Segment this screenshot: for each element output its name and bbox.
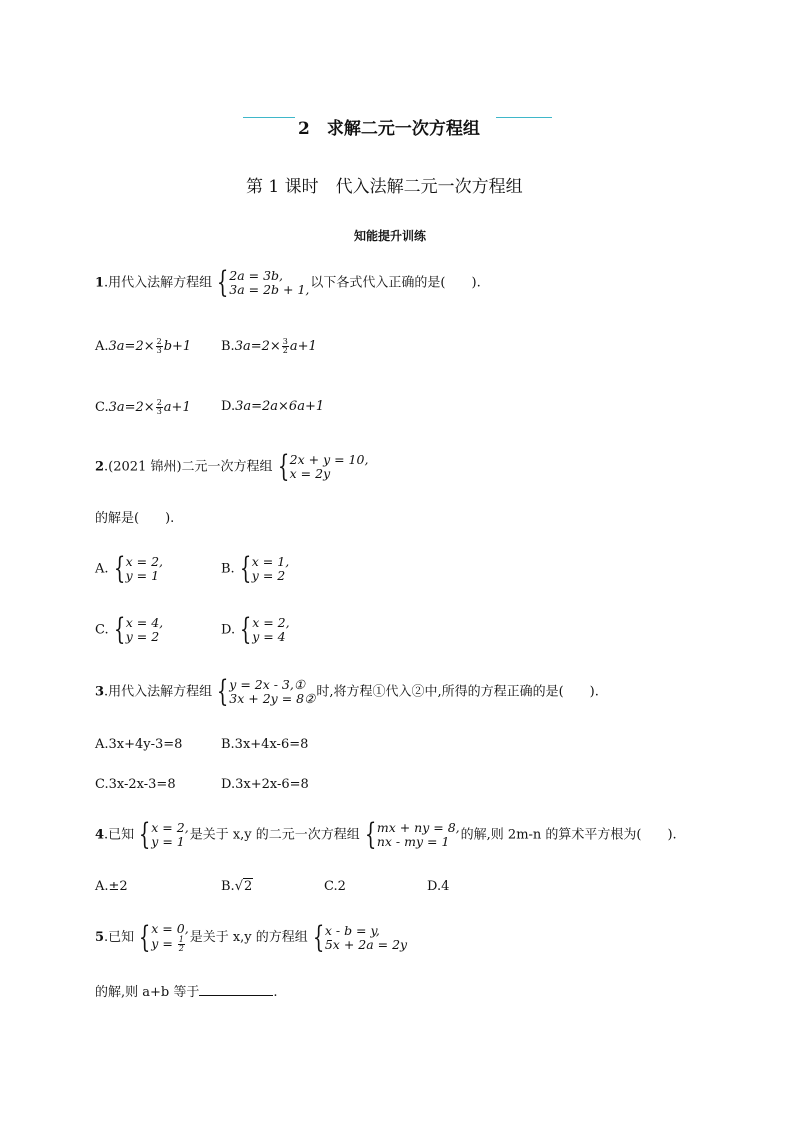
question-5-tail-text: 的解,则 a+b 等于 — [95, 985, 200, 1000]
q3-option-d[interactable]: D.3x+2x-6=8 — [221, 777, 309, 792]
option-text: 3a=2× — [234, 339, 281, 354]
question-2 — [95, 449, 369, 484]
option-text: 3a=2a×6a+1 — [235, 399, 325, 414]
fraction: $\frac{1}{2}$ — [178, 935, 184, 953]
question-1-number: 1 — [95, 275, 105, 291]
q1-option-b[interactable] — [221, 338, 317, 355]
question-4-tail: 的解,则 2m-n 的算术平方根为( ). — [460, 827, 677, 843]
option-label: B. — [221, 879, 235, 894]
q1-option-a[interactable] — [95, 338, 191, 355]
fraction: $\frac{2}{3}$ — [156, 398, 162, 416]
question-4-number: 4 — [95, 827, 105, 843]
q2-option-b[interactable] — [221, 551, 290, 586]
q2-option-a[interactable] — [95, 551, 164, 586]
question-5 — [95, 919, 408, 955]
question-5-system: { x - b = y, 5x + 2a = 2y — [312, 919, 408, 955]
question-5-end: . — [273, 985, 278, 1000]
system-row: 2x + y = 10, — [289, 452, 369, 467]
q1-option-d[interactable] — [221, 399, 324, 415]
option-label: B. — [221, 339, 235, 354]
q4-option-c[interactable]: C.2 — [324, 879, 346, 894]
option-system: { x = 2, y = 4 — [239, 612, 290, 647]
q3-option-a[interactable]: A.3x+4y-3=8 — [95, 737, 183, 752]
q1-option-c[interactable] — [95, 399, 191, 416]
system-row: y = 2x - 3,① — [229, 677, 306, 692]
title-rule-left — [243, 117, 295, 118]
option-system: { x = 2, y = 1 — [113, 551, 164, 586]
question-4-system: { mx + ny = 8, nx - my = 1 — [364, 817, 460, 852]
option-label: D. — [221, 399, 236, 414]
option-system: { x = 1, y = 2 — [239, 551, 290, 586]
question-2-stem: .(2021 锦州)二元一次方程组 — [104, 459, 273, 475]
q3-option-c[interactable]: C.3x-2x-3=8 — [95, 777, 176, 792]
question-3-tail: 时,将方程①代入②中,所得的方程正确的是( ). — [316, 684, 599, 700]
system-row: 3x + 2y = 8② — [229, 691, 316, 706]
q3-option-b[interactable]: B.3x+4x-6=8 — [221, 737, 309, 752]
question-5-stem: .已知 — [104, 930, 135, 945]
sqrt-icon: √ — [234, 879, 243, 894]
section-heading: 知能提升训练 — [354, 229, 427, 243]
option-text: a+1 — [163, 400, 191, 415]
question-4-stem: .已知 — [104, 827, 135, 843]
q4-option-a[interactable]: A.±2 — [95, 879, 128, 894]
question-4 — [95, 817, 677, 852]
question-3 — [95, 674, 599, 709]
lesson-subtitle: 第 1 课时 代入法解二元一次方程组 — [246, 177, 523, 197]
question-1 — [95, 265, 481, 300]
question-5-tail — [95, 983, 278, 1001]
fraction: $\frac{2}{3}$ — [156, 337, 162, 355]
page-title: 2 求解二元一次方程组 — [298, 119, 480, 139]
question-2-tail: 的解是( ). — [95, 511, 175, 526]
system-row: 2a = 3b, — [229, 268, 284, 283]
option-label: D. — [221, 622, 236, 638]
q4-option-b[interactable] — [221, 879, 253, 895]
question-2-number: 2 — [95, 459, 105, 475]
question-2-system: { 2x + y = 10, x = 2y — [277, 449, 369, 484]
fraction: $\frac{3}{2}$ — [282, 337, 288, 355]
option-text: 3a=2× — [108, 339, 155, 354]
question-1-stem: .用代入法解方程组 — [104, 275, 213, 291]
question-1-system: { 2a = 3b, 3a = 2b + 1, — [217, 265, 310, 300]
question-5-number: 5 — [95, 930, 105, 945]
q2-option-c[interactable] — [95, 612, 164, 647]
option-system: { x = 4, y = 2 — [113, 612, 164, 647]
question-1-tail: 以下各式代入正确的是( ). — [310, 275, 481, 291]
question-5-solution: { x = 0, y = $\frac{1}{2}$ — [139, 919, 189, 955]
q4-option-d[interactable]: D.4 — [427, 879, 450, 894]
option-label: C. — [95, 400, 109, 415]
title-rule-right — [496, 117, 552, 118]
option-label: A. — [95, 561, 109, 577]
question-3-stem: .用代入法解方程组 — [104, 684, 213, 700]
question-5-mid: 是关于 x,y 的方程组 — [189, 930, 308, 945]
option-label: A. — [95, 339, 109, 354]
q2-option-d[interactable] — [221, 612, 291, 647]
question-3-system: { y = 2x - 3,① 3x + 2y = 8② — [217, 674, 316, 709]
answer-blank[interactable] — [199, 983, 273, 996]
radicand: 2 — [243, 879, 253, 894]
question-3-number: 3 — [95, 684, 105, 700]
option-text: a+1 — [289, 339, 317, 354]
option-text: b+1 — [163, 339, 192, 354]
system-row: x = 2y — [289, 466, 331, 481]
system-row: 3a = 2b + 1, — [229, 282, 310, 297]
question-4-solution: { x = 2, y = 1 — [139, 817, 189, 852]
option-label: B. — [221, 561, 235, 577]
question-4-mid: 是关于 x,y 的二元一次方程组 — [189, 827, 360, 843]
option-label: C. — [95, 622, 109, 638]
option-text: 3a=2× — [108, 400, 155, 415]
